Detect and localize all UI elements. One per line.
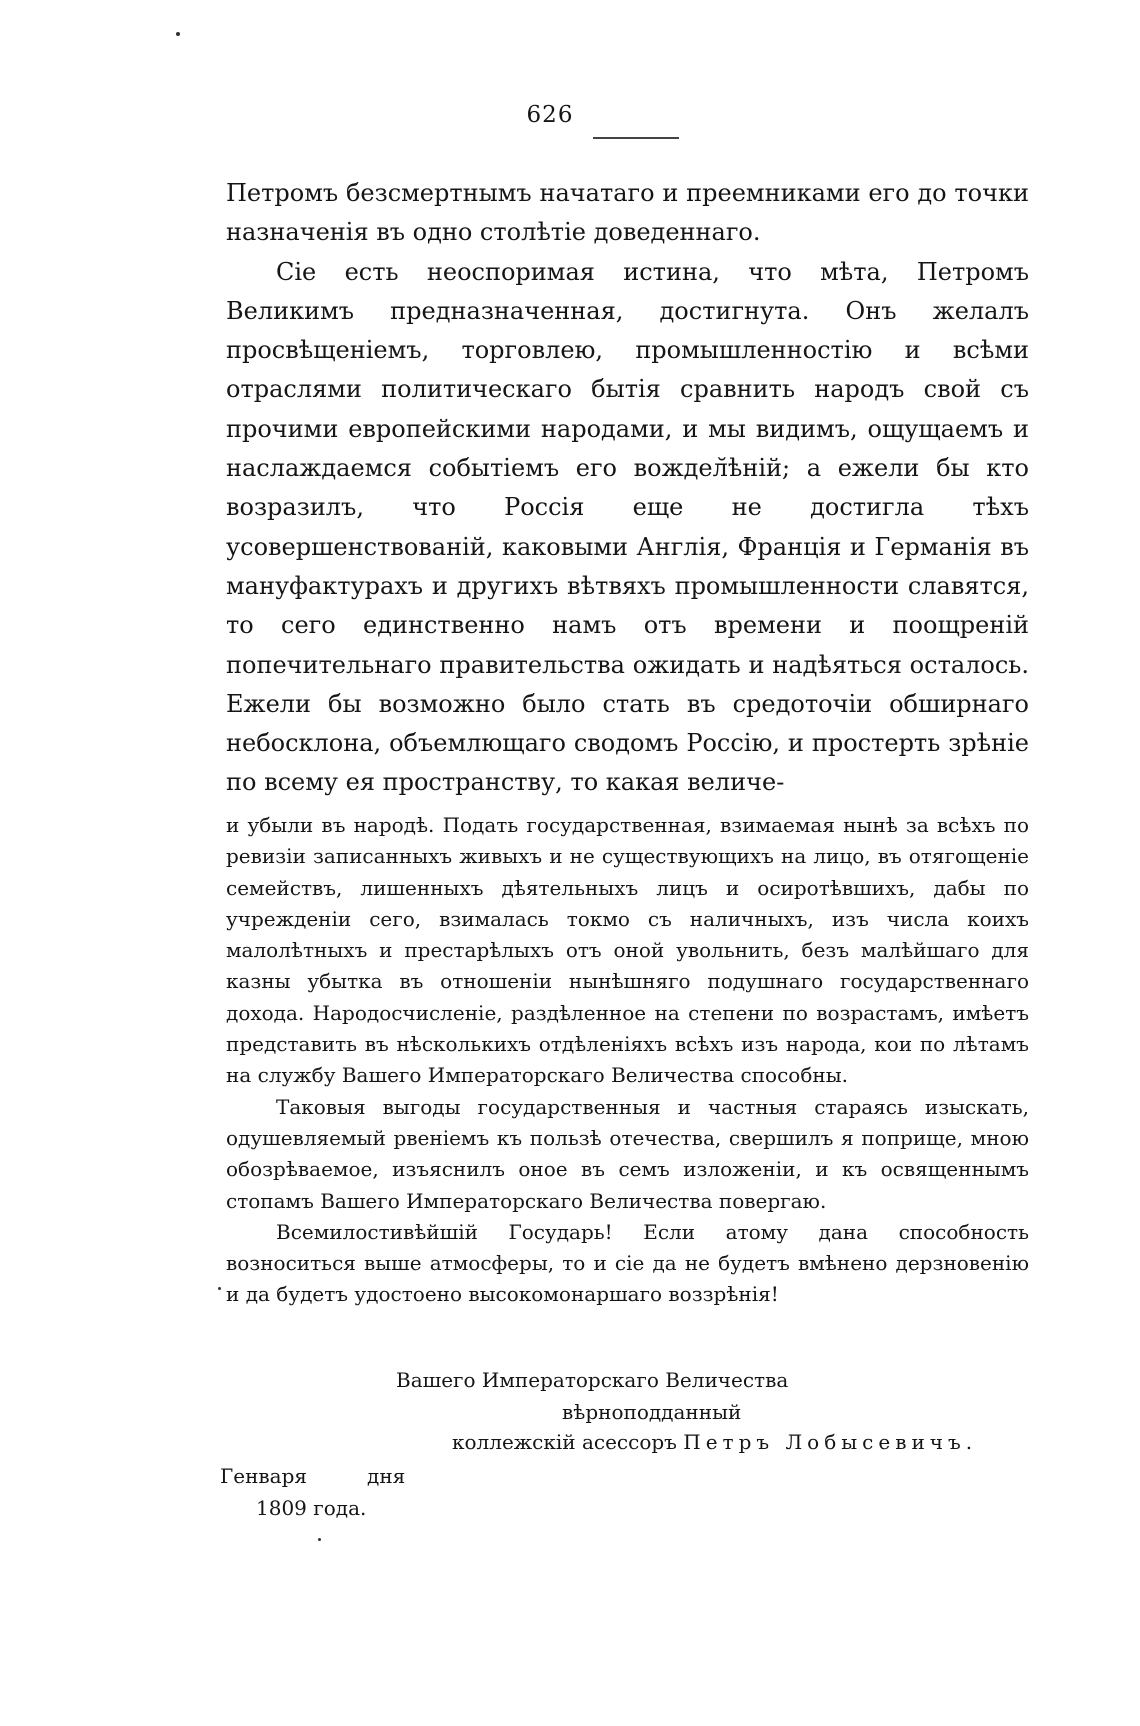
signature-line-1: Вашего Императорскаго Величества bbox=[396, 1368, 789, 1392]
page-number: 626 bbox=[526, 102, 574, 128]
lower-text-block bbox=[226, 810, 1029, 1311]
main-paragraph: Сіе есть неоспоримая истина, что мѣта, Петромъ Великимъ предназначенная, достигнута. Онъ желалъ просвѣщеніемъ, торговлею, промышленностію и всѣми отраслями политическаго бытія сравнить народъ свой съ прочими европейскими народами, и мы видимъ, ощущаемъ и наслаждаемся событіемъ его вождел̆ѣній; а ежели бы кто возразилъ, что Россія еще не достигла тѣхъ усовершенствованій, каковыми Англія, Франція и Германія въ мануфактурахъ и другихъ вѣтвяхъ промышленности славятся, то сего единственно намъ отъ времени и поощреній попечительнаго правительства ожидать и надѣяться осталось. Ежели бы возможно было стать въ средоточіи обширнаго небосклона, объемлющаго сводомъ Россію, и простерть зрѣніе по всему ея пространству, то какая величе- bbox=[226, 257, 1029, 797]
scan-speck bbox=[176, 32, 180, 36]
signature-line-3 bbox=[452, 1430, 977, 1454]
date-day-label: дня bbox=[367, 1464, 406, 1488]
signature-line-2: вѣрноподданный bbox=[562, 1400, 742, 1424]
date-month: Генваря bbox=[220, 1464, 308, 1488]
page-number-rule bbox=[593, 137, 679, 139]
lower-paragraph-3: Всемилостивѣйшій Государь! Если атому дана способность возноситься выше атмосферы, то и сіе да не будетъ вмѣнено дерзновенію и да будетъ удостоено высокомонаршаго воззрѣнія! bbox=[226, 1219, 1029, 1307]
scan-speck bbox=[318, 1538, 321, 1541]
lower-paragraph-2: Таковыя выгоды государственныя и частныя стараясь изыскать, одушевляемый рвеніемъ къ пользѣ отечества, свершилъ я поприще, мною обозрѣваемое, изъяснилъ оное въ семъ изложеніи, и къ освященнымъ стопамъ Вашего Императорскаго Величества повергаю. bbox=[226, 1094, 1029, 1213]
signature-name: Петръ Лобысевичъ. bbox=[683, 1430, 978, 1454]
main-continuation-paragraph: Петромъ безсмертнымъ начатаго и преемниками его до точки назначенія въ одно столѣтіе доведеннаго. bbox=[226, 179, 1029, 247]
main-text-block bbox=[226, 174, 1029, 803]
signature-rank: коллежскій асессоръ bbox=[452, 1430, 677, 1454]
date-line-1 bbox=[220, 1464, 405, 1488]
date-year: 1809 года. bbox=[256, 1496, 367, 1520]
scan-speck bbox=[218, 1287, 221, 1290]
lower-continuation-paragraph: и убыли въ народѣ. Подать государственная, взимаемая нынѣ за всѣхъ по ревизіи записанныхъ живыхъ и не существующихъ на лицо, въ отягощеніе семействъ, лишенныхъ дѣятельныхъ лицъ и осиротѣвшихъ, дабы по учрежденіи сего, взималась токмо съ наличныхъ, изъ числа коихъ малолѣтныхъ и престарѣлыхъ отъ оной увольнить, безъ малѣйшаго для казны убытка въ отношеніи нынѣшняго подушнаго государственнаго дохода. Народосчисленіе, раздѣленное на степени по возрастамъ, имѣетъ представить въ нѣсколькихъ отдѣленіяхъ всѣхъ изъ народа, кои по лѣтамъ на службу Вашего Императорскаго Величества способны. bbox=[226, 813, 1029, 1088]
